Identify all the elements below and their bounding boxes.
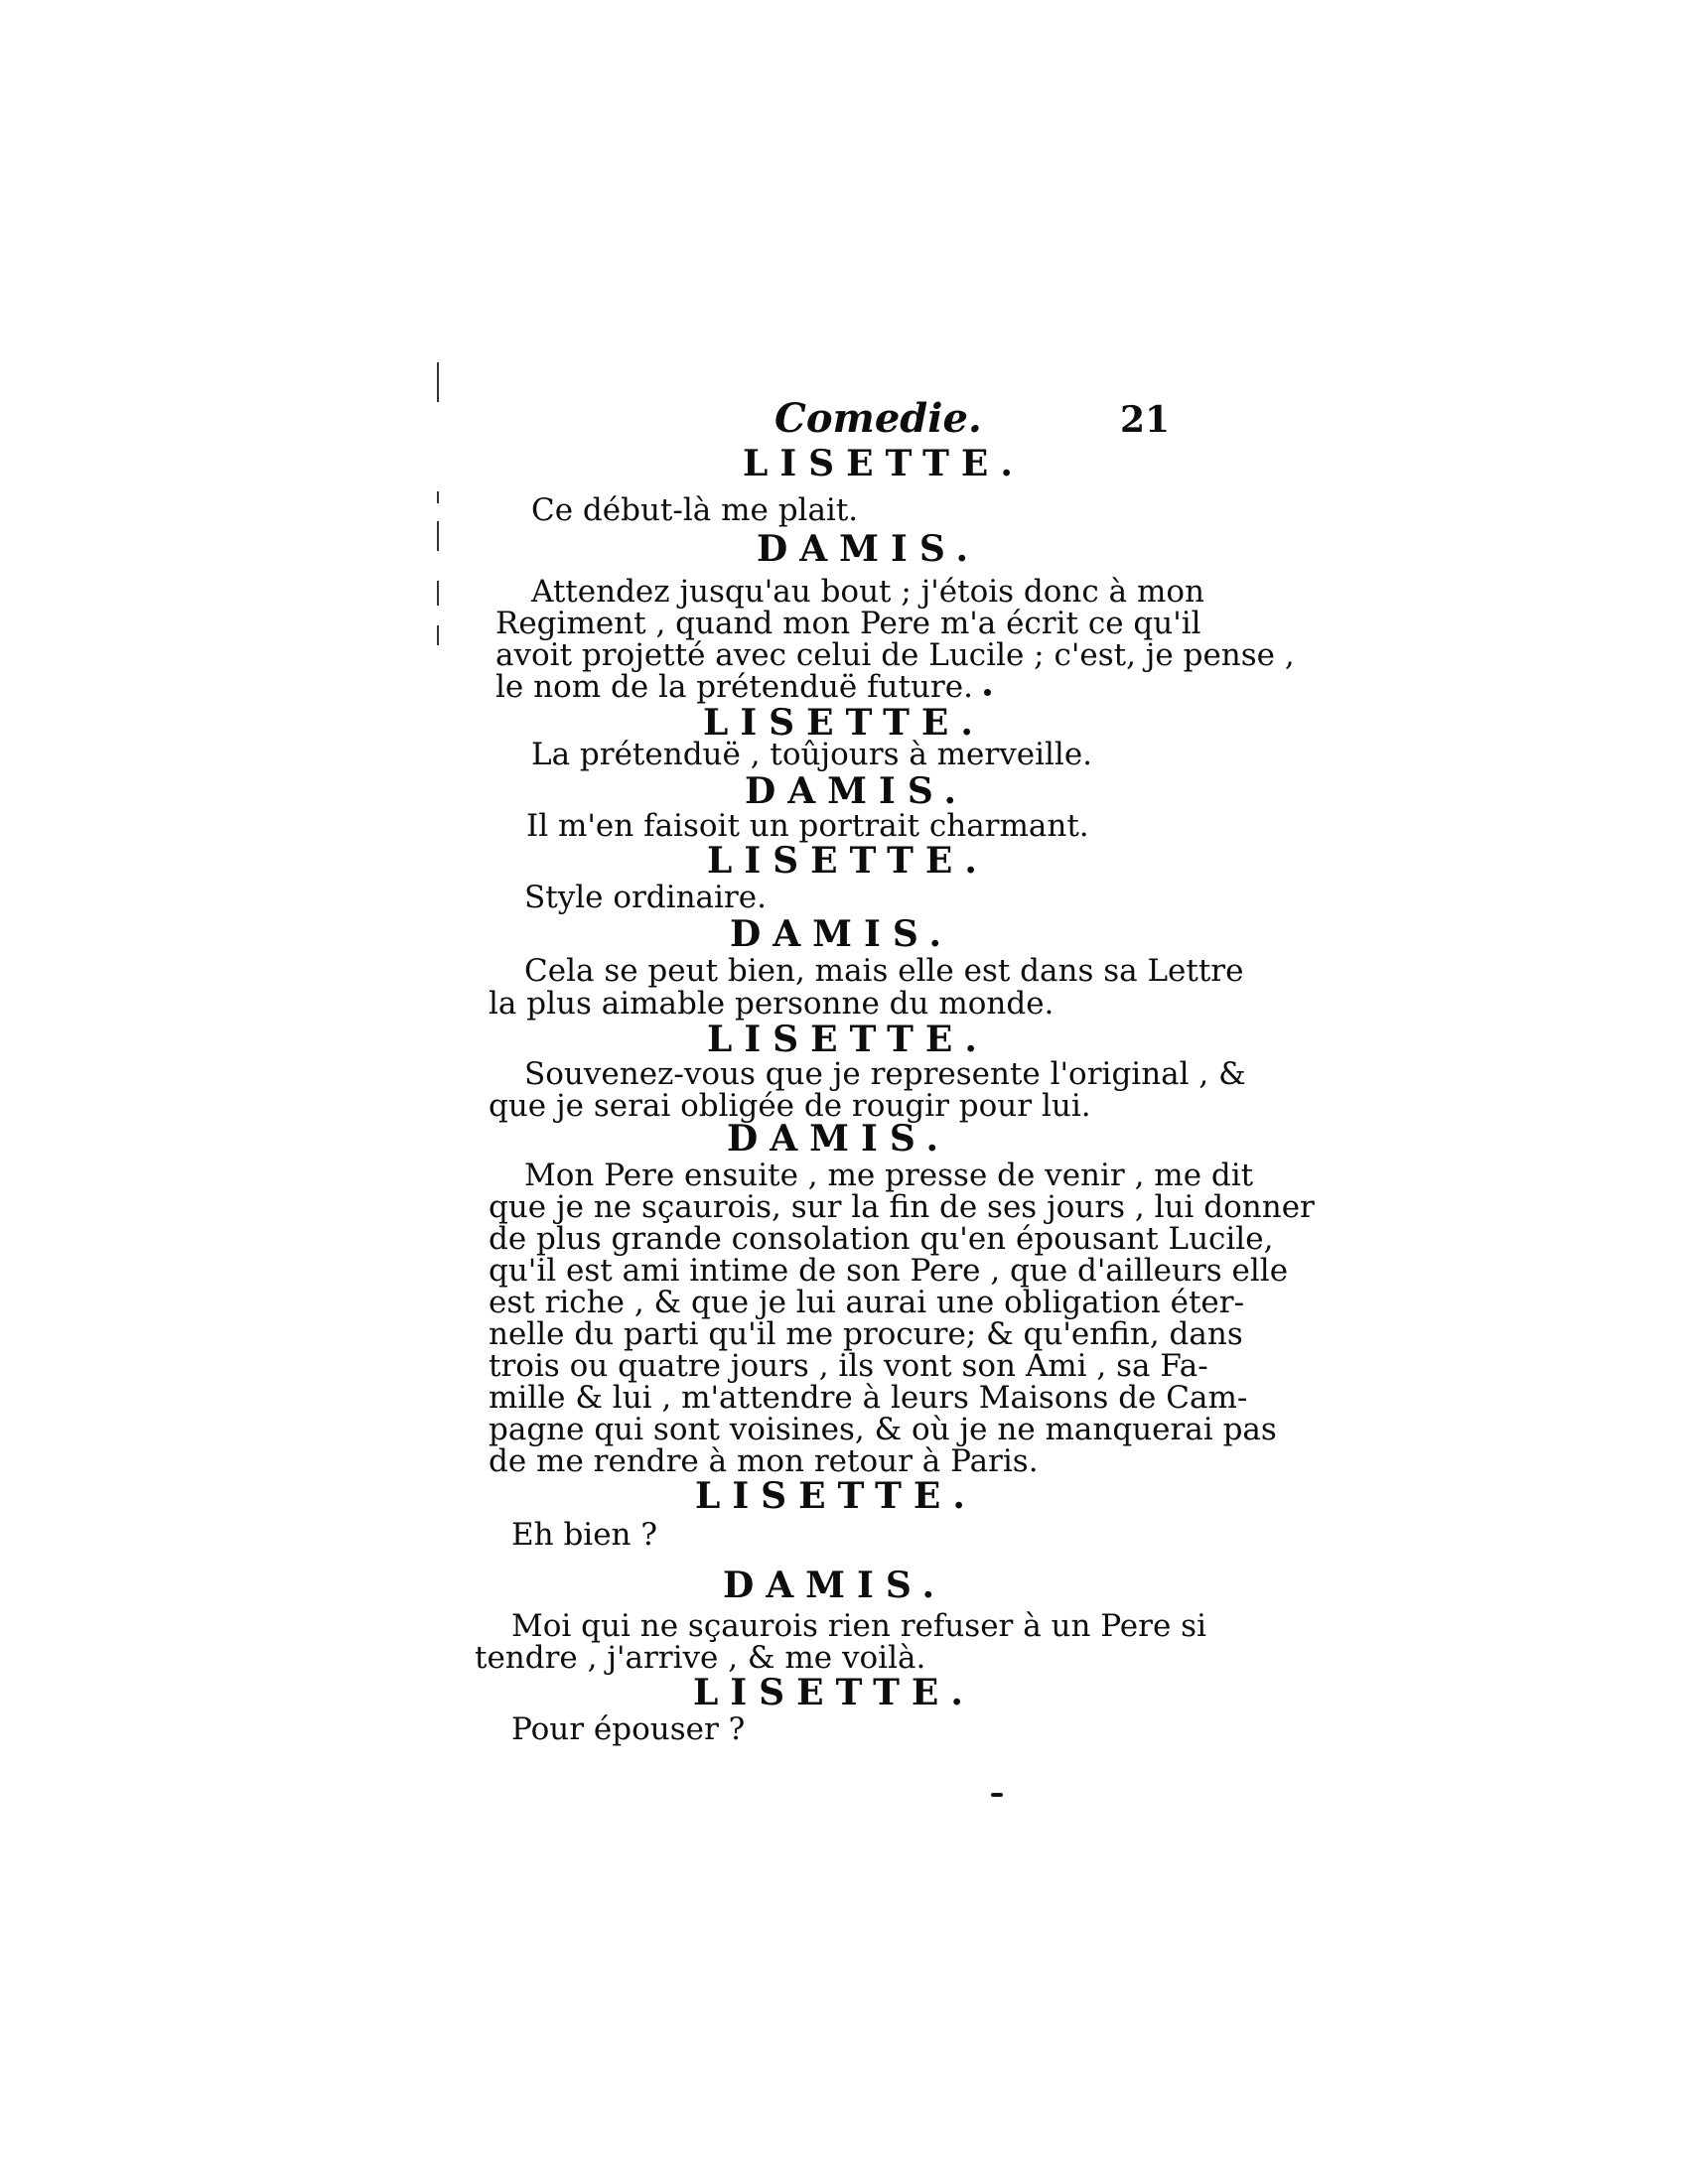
- text-line: que je serai obligée de rougir pour lui.: [489, 1088, 1091, 1124]
- ink-speck: [984, 689, 991, 696]
- text-line: que je ne sçaurois, sur la fin de ses jours , lui donner: [489, 1189, 1315, 1225]
- speaker-heading: DAMIS.: [727, 1118, 951, 1160]
- text-line: Il m'en faisoit un portrait charmant.: [526, 808, 1089, 844]
- text-line: Souvenez-vous que je represente l'original , &: [524, 1056, 1246, 1092]
- speaker-heading: DAMIS.: [723, 1565, 947, 1606]
- gutter-mark: [437, 581, 439, 606]
- text-line: Eh bien ?: [511, 1517, 657, 1553]
- page-number: 21: [1120, 399, 1171, 441]
- text-line: Attendez jusqu'au bout ; j'étois donc à mon: [531, 574, 1204, 610]
- text-line: pagne qui sont voisines, & où je ne manquerai pas: [489, 1412, 1277, 1447]
- running-title: Comedie.: [774, 395, 982, 442]
- text-line: Cela se peut bien, mais elle est dans sa Lettre: [524, 953, 1244, 989]
- text-line: est riche , & que je lui aurai une obligation éter-: [489, 1285, 1245, 1320]
- text-line: Ce début-là me plait.: [531, 492, 859, 528]
- speaker-heading: DAMIS.: [745, 770, 969, 812]
- text-line: le nom de la prétenduë future.: [495, 669, 973, 705]
- text-line: qu'il est ami intime de son Pere , que d'ailleurs elle: [489, 1253, 1289, 1289]
- text-line: nelle du parti qu'il me procure; & qu'enfin, dans: [489, 1316, 1243, 1352]
- speaker-heading: LISETTE.: [707, 1019, 989, 1060]
- speaker-heading: DAMIS.: [730, 913, 954, 955]
- text-line: de plus grande consolation qu'en épousant Lucile,: [489, 1221, 1274, 1257]
- text-line: Style ordinaire.: [524, 880, 767, 915]
- gutter-mark: [437, 362, 439, 402]
- text-line: La prétenduë , toûjours à merveille.: [531, 737, 1093, 772]
- speaker-heading: LISETTE.: [693, 1672, 975, 1713]
- text-line: de me rendre à mon retour à Paris.: [489, 1443, 1039, 1479]
- ink-speck: [991, 1793, 1003, 1797]
- speaker-heading: LISETTE.: [707, 840, 989, 882]
- gutter-mark: [437, 625, 439, 645]
- text-line: Moi qui ne sçaurois rien refuser à un Pere si: [511, 1608, 1206, 1644]
- text-line: Pour épouser ?: [511, 1711, 746, 1747]
- speaker-heading: LISETTE.: [703, 702, 985, 744]
- text-line: mille & lui , m'attendre à leurs Maisons de Cam-: [489, 1380, 1248, 1416]
- text-line: Mon Pere ensuite , me presse de venir , me dit: [524, 1158, 1254, 1193]
- speaker-heading: DAMIS.: [757, 528, 981, 570]
- speaker-heading: LISETTE.: [695, 1475, 977, 1517]
- text-line: tendre , j'arrive , & me voilà.: [475, 1640, 926, 1676]
- speaker-heading: LISETTE.: [743, 443, 1025, 484]
- text-line: avoit projetté avec celui de Lucile ; c'est, je pense ,: [495, 637, 1295, 673]
- text-line: la plus aimable personne du monde.: [489, 986, 1055, 1022]
- gutter-mark: [437, 521, 439, 551]
- text-line: Regiment , quand mon Pere m'a écrit ce qu'il: [495, 606, 1201, 641]
- text-line: trois ou quatre jours , ils vont son Ami , sa Fa-: [489, 1348, 1208, 1384]
- gutter-mark: [437, 491, 439, 503]
